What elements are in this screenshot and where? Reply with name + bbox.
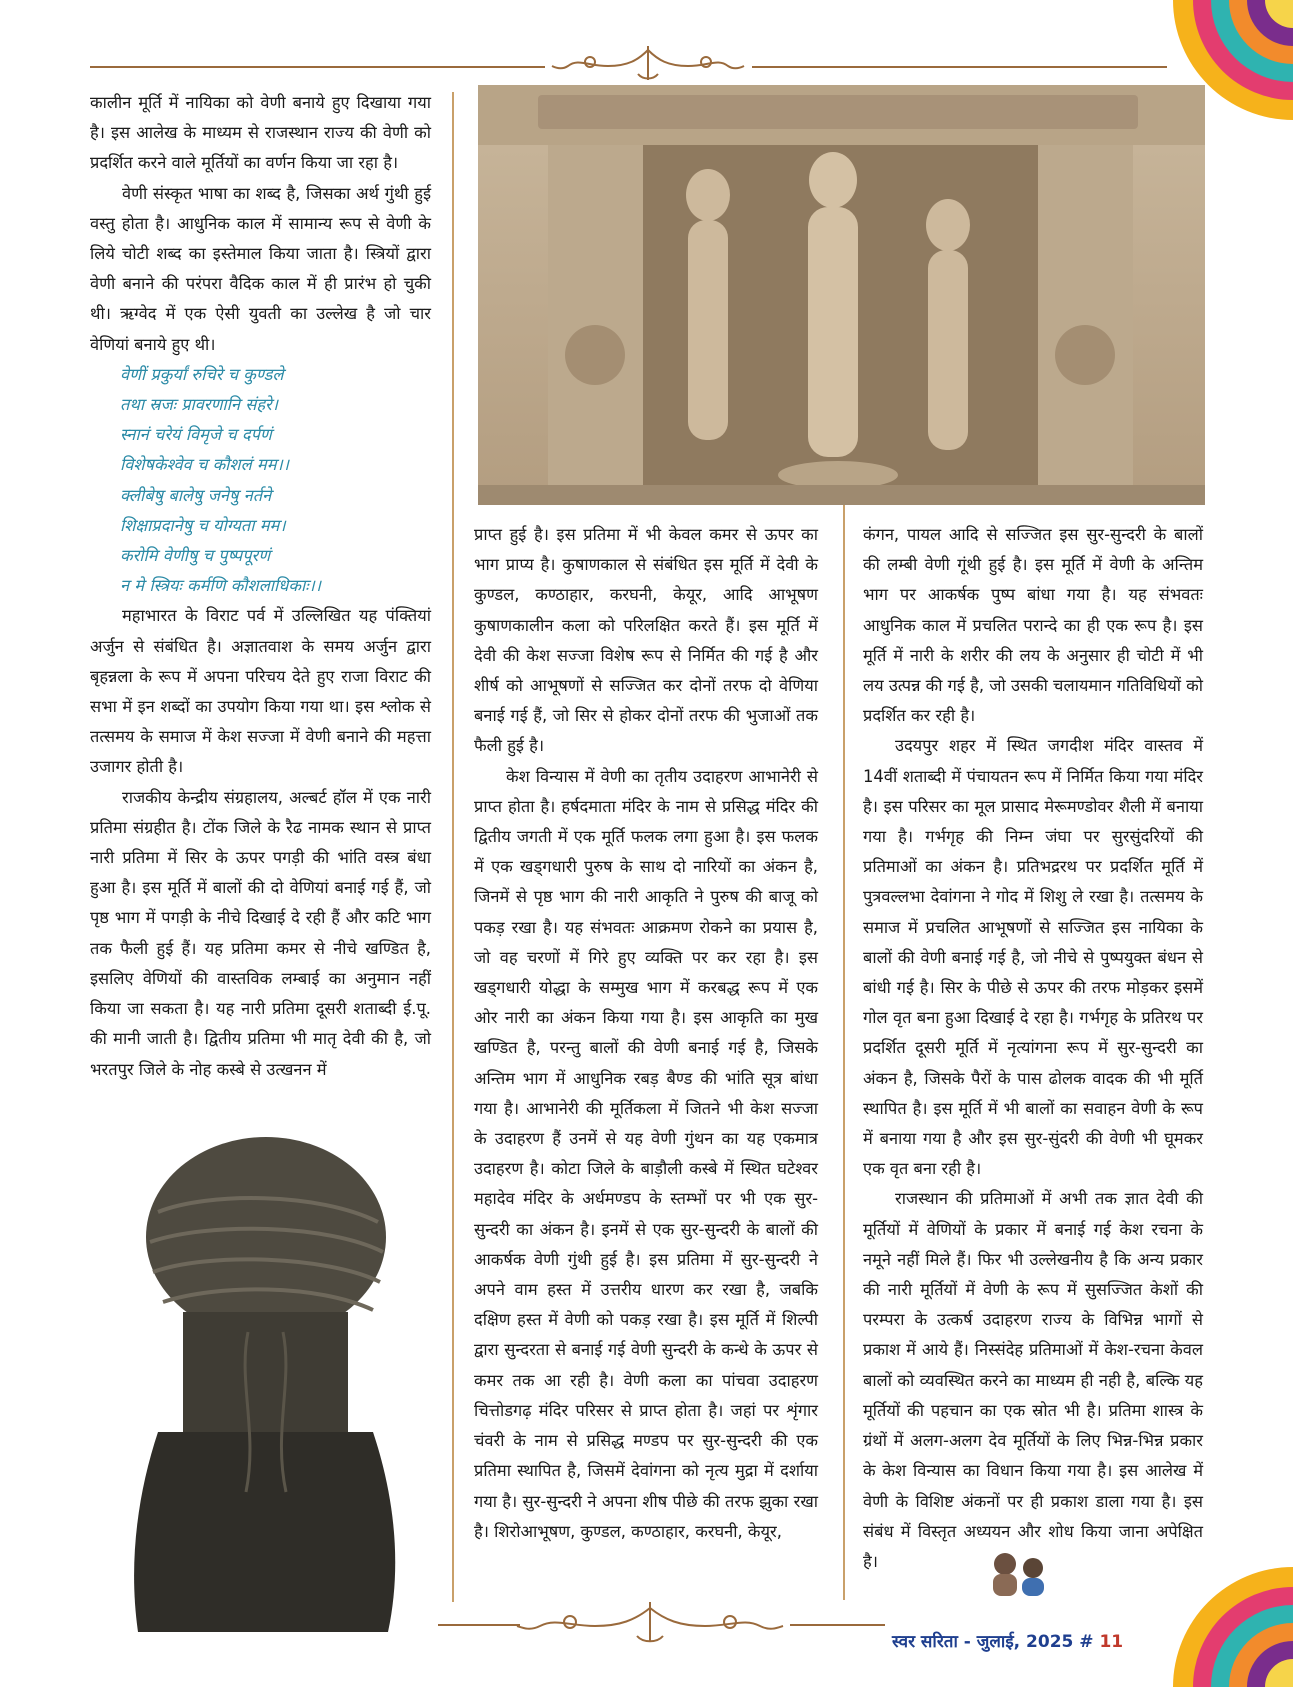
verse-line: शिक्षाप्रदानेषु च योग्यता मम। [120,515,286,535]
text-column-2 [474,520,818,1547]
paragraph-kushan: प्राप्त हुई है। इस प्रतिमा में भी केवल कमर से ऊपर का भाग प्राप्य है। कुषाणकाल से संबंधित इस मूर्ति में देवी के कुण्डल, कण्ठाहार, करघनी, केयूर, आदि आभूषण कुषाणकालीन कला को परिलक्षित करते हैं। इस मूर्ति में देवी की केश सज्जा विशेष रूप से निर्मित की गई है और शीर्ष को आभूषणों से सज्जित कर दोनों तरफ दो वेणिया बनाई गई हैं, जो सिर से होकर दोनों तरफ की भुजाओं तक फैली हुई है। [474,525,818,756]
paragraph-sursundari: कंगन, पायल आदि से सज्जित इस सुर-सुन्दरी के बालों की लम्बी वेणी गूंथी हुई है। इस मूर्ति में वेणी के अन्तिम भाग पर आकर्षक पुष्प बांधा गया है। यह संभवतः आधुनिक काल में प्रचलित परान्दे का ही एक रूप है। इस मूर्ति में नारी के शरीर की लय के अनुसार ही चोटी में भी लय उत्पन्न की गई है, जो उसकी चलायमान गतिविधियों को प्रदर्शित कर रही है। [863,525,1203,726]
text-column-1 [90,88,431,1085]
verse-line: वेणीं प्रकुर्यां रुचिरे च कुण्डले [120,364,284,384]
paragraph-abhaneri: केश विन्यास में वेणी का तृतीय उदाहरण आभानेरी से प्राप्त होता है। हर्षदमाता मंदिर के नाम से प्रसिद्ध मंदिर की द्वितीय जगती में एक मूर्ति फलक लगा हुआ है। इस फलक में एक खड्गधारी पुरुष के साथ दो नारियों का अंकन है, जिनमें से पृष्ठ भाग की नारी आकृति ने पुरुष की बाजू को पकड़ रखा है। यह संभवतः आक्रमण रोकने का प्रयास है, जो वह चरणों में गिरे हुए व्यक्ति पर कर रहा है। इस खड्गधारी योद्धा के सम्मुख भाग में करबद्ध रूप में एक ओर नारी का अंकन किया गया है। इस आकृति का मुख खण्डित है, परन्तु बालों की वेणी बनाई गई है, जिसके अन्तिम भाग में आधुनिक रबड़ बैण्ड की भांति सूत्र बांधा गया है। आभानेरी की मूर्तिकला में जितने भी केश सज्जा के उदाहरण हैं उनमें से यह वेणी गुंथन का यह एकमात्र उदाहरण है। कोटा जिले के बाड़ौली कस्बे में स्थित घटेश्वर महादेव मंदिर के अर्धमण्डप के स्तम्भों पर भी एक सुर-सुन्दरी का अंकन है। इनमें से एक सुर-सुन्दरी के बालों की आकर्षक वेणी गुंथी हुई है। इस प्रतिमा में सुर-सुन्दरी ने अपने वाम हस्त में उत्तरीय धारण कर रखा है, जबकि दक्षिण हस्त में वेणी को पकड़ रखा है। इस मूर्ति में शिल्पी द्वारा सुन्दरता से बनाई गई वेणी सुन्दरी के कन्धे के ऊपर से कमर तक आ रही है। वेणी कला का पांचवा उदाहरण चित्तोडगढ़ मंदिर परिसर से प्राप्त होता है। जहां पर शृंगार चंवरी के नाम से प्रसिद्ध मण्डप पर सुर-सुन्दरी की एक प्रतिमा स्थापित है, जिसमें देवांगना को नृत्य मुद्रा में दर्शाया गया है। सुर-सुन्दरी ने अपना शीष पीछे की तरफ झुका रखा है। शिरोआभूषण, कुण्डल, कण्ठाहार, करघनी, केयूर, [474,766,818,1541]
page-footer [892,1629,1123,1652]
top-rule-left [90,66,545,68]
page-number: 11 [1099,1632,1124,1652]
verse-line: तथा स्रजः प्रावरणानि संहरे। [120,395,278,415]
paragraph-veni-meaning: वेणी संस्कृत भाषा का शब्द है, जिसका अर्थ गुंथी हुई वस्तु होता है। आधुनिक काल में सामान्य रूप से वेणी के लिये चोटी शब्द का इस्तेमाल किया जाता है। स्त्रियों द्वारा वेणी बनाने की परंपरा वैदिक काल में ही प्रारंभ हो चुकी थी। ऋग्वेद में एक ऐसी युवती का उल्लेख है जो चार वेणियां बनाये हुए थी। [90,183,431,354]
bottom-flourish-ornament [515,1598,785,1648]
paragraph-intro: कालीन मूर्ति में नायिका को वेणी बनाये हुए दिखाया गया है। इस आलेख के माध्यम से राजस्थान राज्य की वेणी को प्रदर्शित करने वाले मूर्तियों का वर्णन किया जा रहा है। [90,93,432,173]
top-flourish-ornament [548,40,748,90]
mandala-corner-bottom-right [1158,1567,1293,1687]
braided-head-sculpture-photo [88,1132,438,1632]
verse-line: क्लीबेषु बालेषु जनेषु नर्तने [120,485,272,505]
column-separator-2 [843,505,845,1600]
temple-relief-photo [478,85,1205,505]
magazine-issue-label: स्वर सरिता - जुलाई, 2025 # [892,1632,1094,1652]
verse-line: करोमि वेणीषु च पुष्पपूरणं [120,546,271,566]
bottom-rule-right [790,1624,885,1626]
text-column-3 [863,520,1203,1577]
paragraph-conclusion: राजस्थान की प्रतिमाओं में अभी तक ज्ञात देवी की मूर्तियों में वेणियों के प्रकार में बनाई गई केश रचना के नमूने नहीं मिले हैं। फिर भी उल्लेखनीय है कि अन्य प्रकार की नारी मूर्तियों में वेणी के रूप में सुसज्जित केशों की परम्परा के उत्कर्ष उदाहरण राज्य के विभिन्न भागों से प्रकाश में आये हैं। निस्संदेह प्रतिमाओं में केश-रचना केवल बालों को व्यवस्थित करने का माध्यम ही नही है, बल्कि यह मूर्तियों की पहचान का एक स्रोत भी है। प्रतिमा शास्त्र के ग्रंथों में अलग-अलग देव मूर्तियों के लिए भिन्न-भिन्न प्रकार के केश विन्यास का विधान किया गया है। इस आलेख में वेणी के विशिष्ट अंकनों पर ही प्रकाश डाला गया है। इस संबंध में विस्तृत अध्ययन और शोध किया जाना अपेक्षित है। [863,1189,1203,1571]
top-rule-right [752,66,1167,68]
paragraph-jagdish-temple: उदयपुर शहर में स्थित जगदीश मंदिर वास्तव में 14वीं शताब्दी में पंचायतन रूप में निर्मित किया गया मंदिर है। इस परिसर का मूल प्रासाद मेरूमण्डोवर शैली में बनाया गया है। गर्भगृह की निम्न जंघा पर सुरसुंदरियों की प्रतिमाओं का अंकन है। प्रतिभद्ररथ पर प्रदर्शित मूर्ति में पुत्रवल्लभा देवांगना ने गोद में शिशु ले रखा है। तत्समय के समाज में प्रचलित आभूषणों से सज्जित इस नायिका के बालों की वेणी बनाई गई है, जो नीचे से पुष्पयुक्त बंधन से बांधी गई है। सिर के पीछे से ऊपर की तरफ मोड़कर इसमें गोल वृत बना हुआ दिखाई दे रहा है। गर्भगृह के प्रतिरथ पर प्रदर्शित दूसरी मूर्ति में नृत्यांगना रूप में सुर-सुन्दरी का अंकन है, जिसके पैरों के पास ढोलक वादक की भी मूर्ति स्थापित है। इस मूर्ति में भी बालों का सवाहन वेणी के रूप में बनाया गया है और इस सुर-सुंदरी की वेणी भी घूमकर एक वृत बना रही है। [863,736,1203,1179]
paragraph-mahabharata: महाभारत के विराट पर्व में उल्लिखित यह पंक्तियां अर्जुन से संबंधित है। अज्ञातवाश के समय अर्जुन द्वारा बृहन्नला के रूप में अपना परिचय देते हुए राजा विराट की सभा में इन शब्दों का उपयोग किया गया था। इस श्लोक से तत्समय के समाज में केश सज्जा में वेणी बनाने की महत्ता उजागर होती है। [90,606,431,777]
verse-line: स्नानं चरेयं विमृजे च दर्पणं [120,425,272,445]
sanskrit-verse [90,360,431,602]
column-separator-1 [452,92,454,1602]
verse-line: विशेषकेश्वेव च कौशलं मम।। [120,455,289,475]
author-photos [985,1548,1055,1596]
paragraph-albert-hall: राजकीय केन्द्रीय संग्रहालय, अल्बर्ट हॉल में एक नारी प्रतिमा संग्रहीत है। टोंक जिले के रैढ नामक स्थान से प्राप्त नारी प्रतिमा में सिर के ऊपर पगड़ी की भांति वस्त्र बंधा हुआ है। इस मूर्ति में बालों की दो वेणियां बनाई गई हैं, जो पृष्ठ भाग में पगड़ी के नीचे दिखाई दे रही हैं और कटि भाग तक फैली हुई हैं। यह प्रतिमा कमर से नीचे खण्डित है, इसलिए वेणियों की वास्तविक लम्बाई का अनुमान नहीं किया जा सकता है। यह नारी प्रतिमा दूसरी शताब्दी ई.पू. की मानी जाती है। द्वितीय प्रतिमा भी मातृ देवी की है, जो भरतपुर जिले के नोह कस्बे से उत्खनन में [90,787,431,1079]
verse-line: न मे स्त्रियः कर्मणि कौशलाधिकाः।। [120,576,321,596]
